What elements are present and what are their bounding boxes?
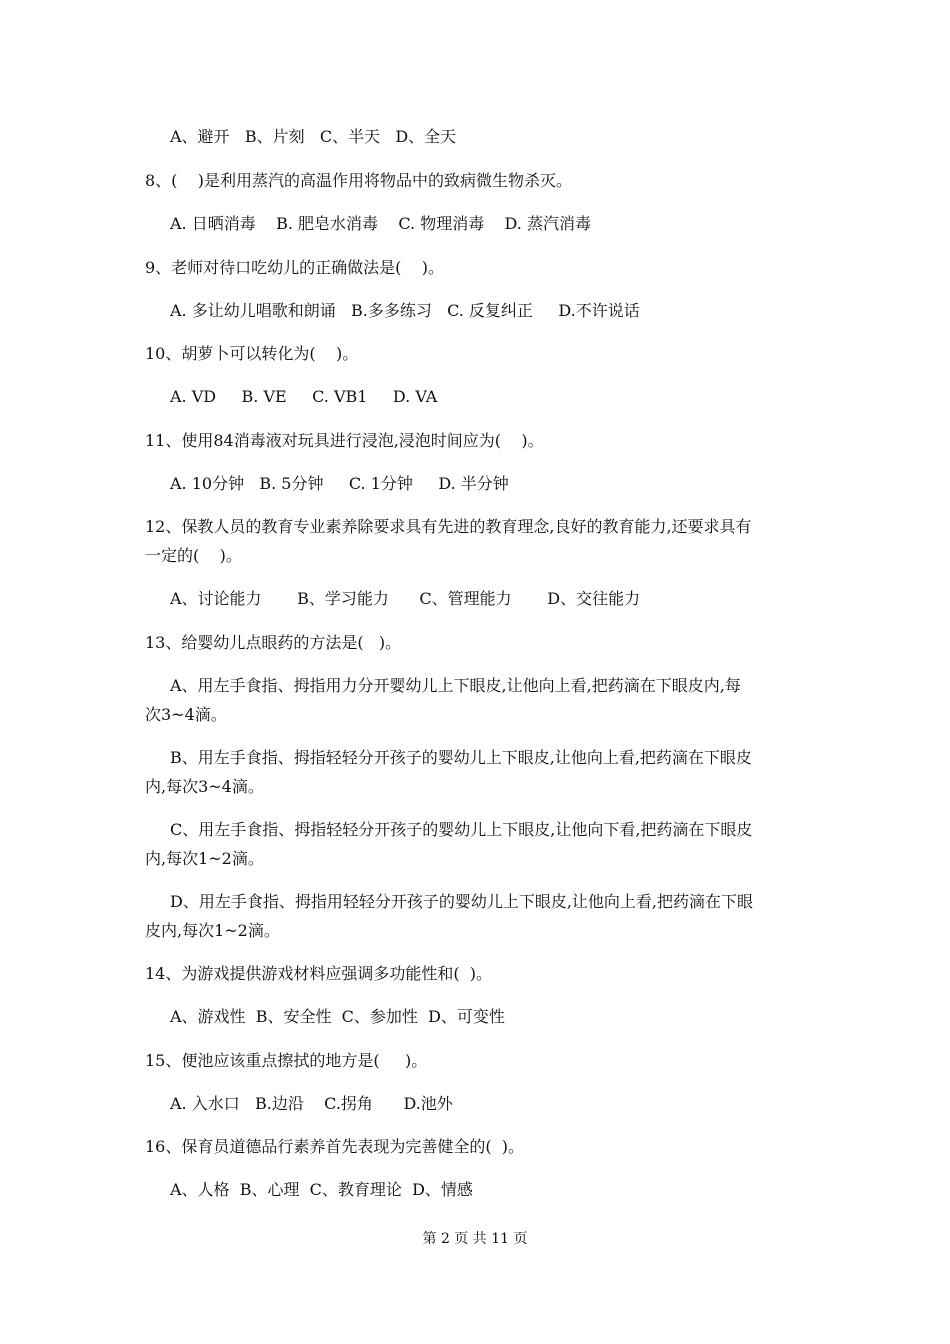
q15-options: A. 入水口 B.边沿 C.拐角 D.池外 <box>170 1094 453 1113</box>
q12-question: 12、保教人员的教育专业素养除要求具有先进的教育理念,良好的教育能力,还要求具有 <box>145 517 752 536</box>
q11-question: 11、使用84消毒液对玩具进行浸泡,浸泡时间应为( )。 <box>145 431 544 450</box>
q9-options: A. 多让幼儿唱歌和朗诵 B.多多练习 C. 反复纠正 D.不许说话 <box>170 301 640 320</box>
q14-options: A、游戏性 B、安全性 C、参加性 D、可变性 <box>170 1007 505 1026</box>
q13-option-b: B、用左手食指、拇指轻轻分开孩子的婴幼儿上下眼皮,让他向上看,把药滴在下眼皮 <box>170 748 752 767</box>
q7-options: A、避开 B、片刻 C、半天 D、全天 <box>170 127 457 146</box>
q16-options: A、人格 B、心理 C、教育理论 D、情感 <box>170 1180 473 1199</box>
q13-option-c: C、用左手食指、拇指轻轻分开孩子的婴幼儿上下眼皮,让他向下看,把药滴在下眼皮 <box>170 820 753 839</box>
q9-question: 9、老师对待口吃幼儿的正确做法是( )。 <box>145 258 445 277</box>
q10-options: A. VD B. VE C. VB1 D. VA <box>170 387 438 406</box>
q8-options: A. 日晒消毒 B. 肥皂水消毒 C. 物理消毒 D. 蒸汽消毒 <box>170 214 591 233</box>
q14-question: 14、为游戏提供游戏材料应强调多功能性和( )。 <box>145 964 493 983</box>
q13-option-d-cont: 皮内,每次1~2滴。 <box>145 921 280 940</box>
q13-option-d: D、用左手食指、拇指用轻轻分开孩子的婴幼儿上下眼皮,让他向上看,把药滴在下眼 <box>170 892 754 911</box>
q13-option-a: A、用左手食指、拇指用力分开婴幼儿上下眼皮,让他向上看,把药滴在下眼皮内,每 <box>170 676 741 695</box>
q13-option-b-cont: 内,每次3~4滴。 <box>145 777 264 796</box>
q13-option-c-cont: 内,每次1~2滴。 <box>145 849 264 868</box>
q12-options: A、讨论能力 B、学习能力 C、管理能力 D、交往能力 <box>170 589 641 608</box>
q10-question: 10、胡萝卜可以转化为( )。 <box>145 344 359 363</box>
q12-question-cont: 一定的( )。 <box>145 546 242 565</box>
q15-question: 15、便池应该重点擦拭的地方是( )。 <box>145 1051 428 1070</box>
q8-question: 8、( )是利用蒸汽的高温作用将物品中的致病微生物杀灭。 <box>145 171 573 190</box>
q13-question: 13、给婴幼儿点眼药的方法是( )。 <box>145 633 402 652</box>
q13-option-a-cont: 次3~4滴。 <box>145 705 227 724</box>
q11-options: A. 10分钟 B. 5分钟 C. 1分钟 D. 半分钟 <box>170 474 509 493</box>
q16-question: 16、保育员道德品行素养首先表现为完善健全的( )。 <box>145 1137 525 1156</box>
page-footer: 第 2 页 共 11 页 <box>422 1231 528 1247</box>
